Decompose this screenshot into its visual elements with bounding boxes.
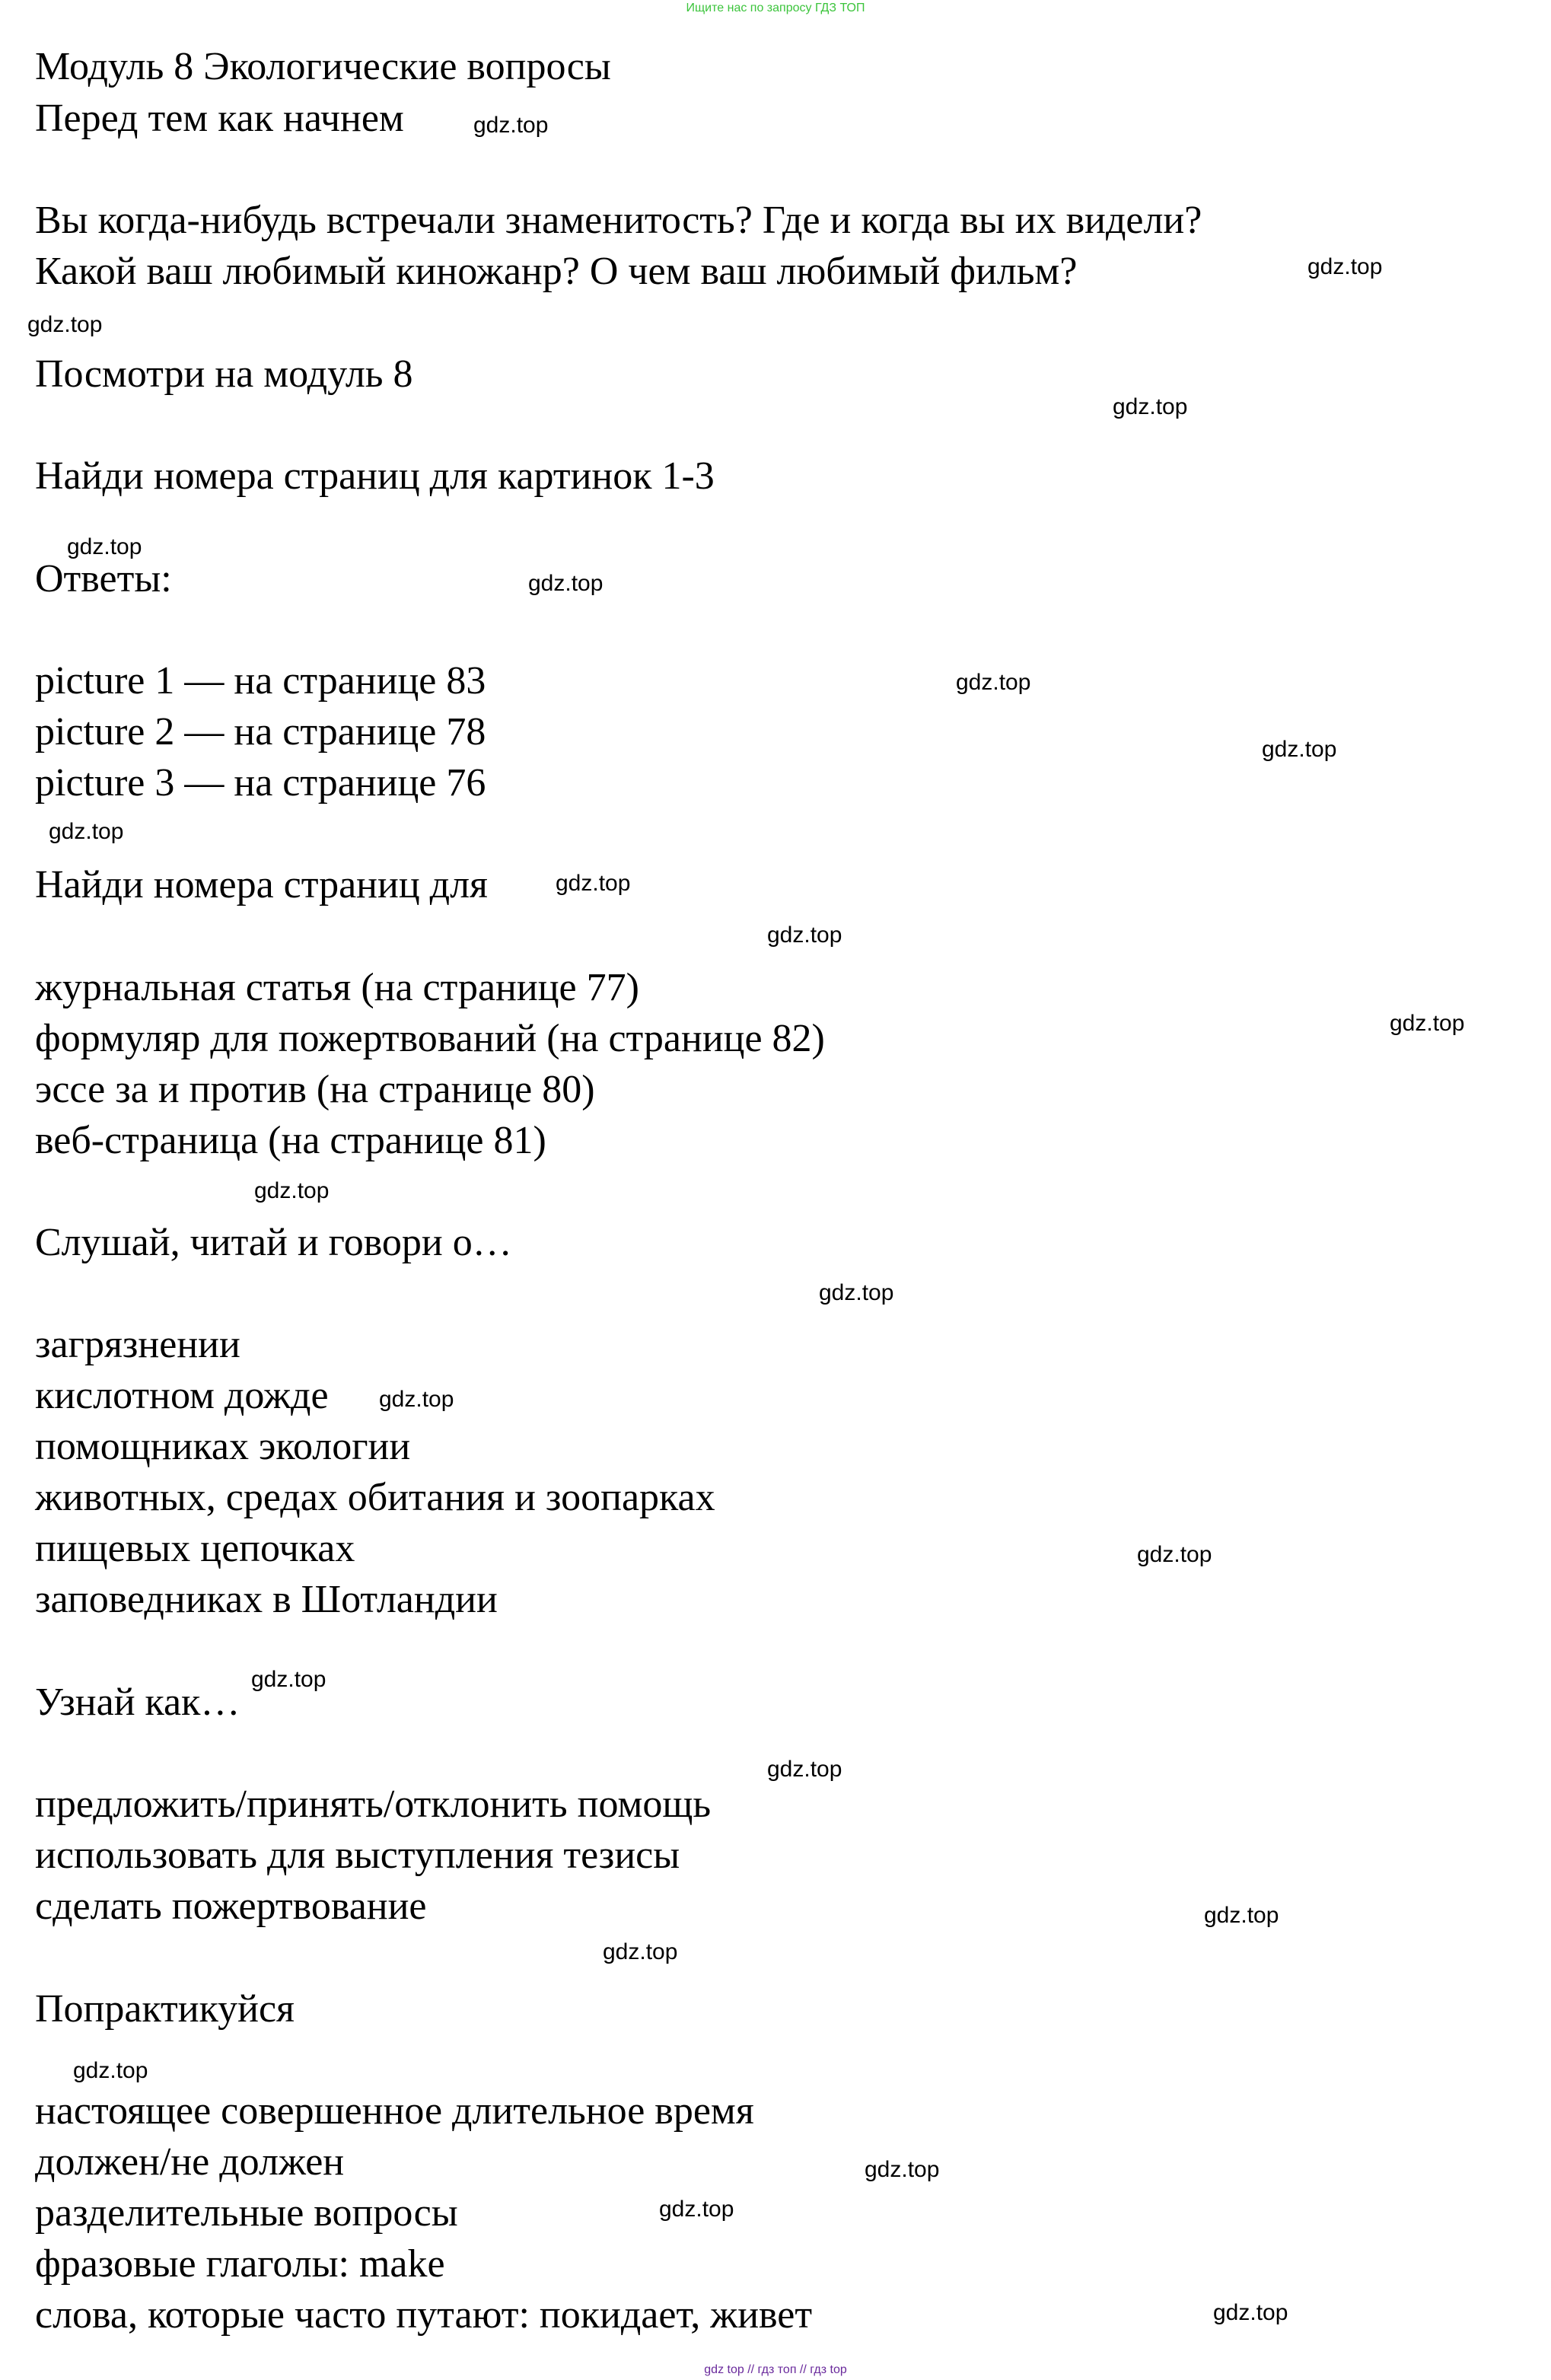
watermark: gdz.top <box>1307 254 1383 279</box>
watermark: gdz.top <box>1213 2300 1288 2325</box>
page-subtitle: Перед тем как начнем <box>35 97 404 140</box>
listen-item: помощниках экологии <box>35 1425 411 1468</box>
find-item: эссе за и против (на странице 80) <box>35 1068 595 1111</box>
watermark: gdz.top <box>865 2157 940 2182</box>
watermark: gdz.top <box>603 1939 678 1964</box>
watermark: gdz.top <box>67 534 142 559</box>
learn-item: сделать пожертвование <box>35 1885 427 1928</box>
watermark: gdz.top <box>1113 394 1188 419</box>
watermark: gdz.top <box>556 871 631 896</box>
watermark: gdz.top <box>251 1667 326 1692</box>
task-pictures-heading: Найди номера страниц для картинок 1-3 <box>35 454 715 498</box>
listen-item: заповедниках в Шотландии <box>35 1578 498 1621</box>
listen-item: животных, средах обитания и зоопарках <box>35 1476 715 1519</box>
practice-item: разделительные вопросы <box>35 2191 458 2235</box>
watermark: gdz.top <box>767 922 842 948</box>
intro-question-2: Какой ваш любимый киножанр? О чем ваш любимый фильм? <box>35 250 1078 293</box>
learn-item: использовать для выступления тезисы <box>35 1834 680 1877</box>
practice-heading: Попрактикуйся <box>35 1987 295 2031</box>
picture-answer: picture 2 — на странице 78 <box>35 710 486 754</box>
listen-item: пищевых цепочках <box>35 1527 355 1570</box>
watermark: gdz.top <box>379 1387 454 1412</box>
watermark: gdz.top <box>1137 1542 1212 1567</box>
find-item: журнальная статья (на странице 77) <box>35 966 639 1009</box>
answers-label: Ответы: <box>35 557 172 601</box>
learn-heading: Узнай как… <box>35 1681 240 1724</box>
watermark: gdz.top <box>27 312 103 337</box>
watermark: gdz.top <box>1262 737 1337 762</box>
watermark: gdz.top <box>767 1757 842 1782</box>
practice-item: слова, которые часто путают: покидает, живет <box>35 2293 813 2337</box>
practice-item: фразовые глаголы: make <box>35 2242 445 2286</box>
learn-item: предложить/принять/отклонить помощь <box>35 1783 712 1826</box>
watermark: gdz.top <box>956 670 1031 695</box>
watermark: gdz.top <box>1390 1011 1465 1036</box>
practice-item: должен/не должен <box>35 2140 345 2184</box>
page-title: Модуль 8 Экологические вопросы <box>35 45 611 88</box>
watermark: gdz.top <box>473 113 549 138</box>
watermark: gdz.top <box>73 2058 148 2083</box>
picture-answer: picture 3 — на странице 76 <box>35 761 486 804</box>
watermark: gdz.top <box>254 1178 330 1203</box>
watermark: gdz.top <box>659 2197 734 2222</box>
intro-question-1: Вы когда-нибудь встречали знаменитость? Где и когда вы их видели? <box>35 199 1202 242</box>
watermark: gdz.top <box>1204 1903 1279 1928</box>
watermark: gdz.top <box>49 819 124 844</box>
find-item: формуляр для пожертвований (на странице 82) <box>35 1017 825 1060</box>
practice-item: настоящее совершенное длительное время <box>35 2089 754 2133</box>
look-heading: Посмотри на модуль 8 <box>35 352 413 396</box>
picture-answer: picture 1 — на странице 83 <box>35 659 486 703</box>
bottom-banner: gdz top // гдз топ // гдз top <box>704 2363 847 2376</box>
top-banner: Ищите нас по запросу ГДЗ ТОП <box>686 2 865 14</box>
listen-item: загрязнении <box>35 1323 240 1366</box>
listen-heading: Слушай, читай и говори о… <box>35 1221 512 1264</box>
find-item: веб-страница (на странице 81) <box>35 1119 546 1162</box>
watermark: gdz.top <box>819 1280 894 1305</box>
watermark: gdz.top <box>528 571 604 596</box>
listen-item: кислотном дожде <box>35 1374 329 1417</box>
task-find-heading: Найди номера страниц для <box>35 863 488 906</box>
